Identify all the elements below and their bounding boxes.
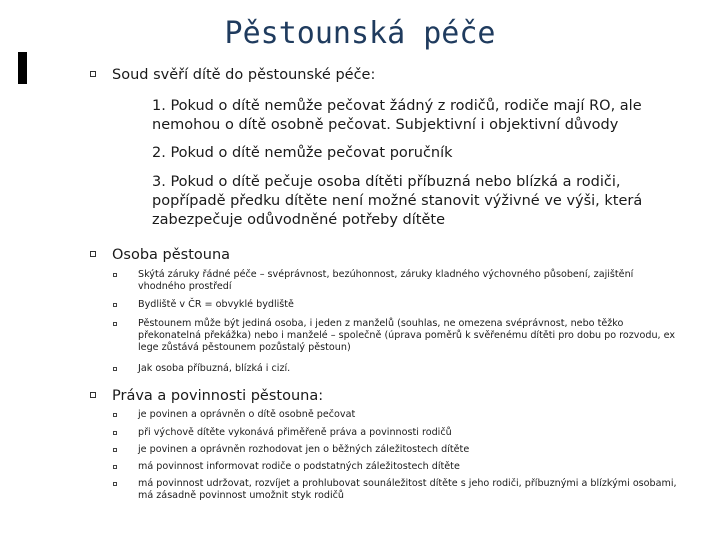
sub-bullet-text: Bydliště v ČR = obvyklé bydliště xyxy=(138,299,294,310)
square-bullet-icon xyxy=(113,478,117,490)
square-bullet-icon xyxy=(113,299,117,311)
square-bullet-icon xyxy=(90,246,96,264)
sub-bullet-text: je povinen a oprávněn o dítě osobně pečovat xyxy=(138,409,356,420)
square-bullet-icon xyxy=(113,444,117,456)
sub-bullet-text: Pěstounem může být jediná osoba, i jeden z manželů (souhlas, ne omezena svéprávnost, nebo těžko překonatelná překážka) nebo i manželé – společně (úprava poměrů k svěřenému dítěti pro dobu po rozvodu, ex lege zůstává pěstounem pozůstalý pěstoun) xyxy=(138,318,676,353)
square-bullet-icon xyxy=(113,427,117,439)
sub-bullet-text: je povinen a oprávněn rozhodovat jen o běžných záležitostech dítěte xyxy=(138,444,470,455)
square-bullet-icon xyxy=(113,409,117,421)
accent-bar xyxy=(18,52,27,84)
numbered-item: 2. Pokud o dítě nemůže pečovat poručník xyxy=(152,145,453,161)
section-heading-text: Osoba pěstouna xyxy=(112,247,231,263)
square-bullet-icon xyxy=(113,318,117,330)
sub-bullet-text: při výchově dítěte vykonává přiměřeně práva a povinnosti rodičů xyxy=(138,427,452,438)
numbered-item: 1. Pokud o dítě nemůže pečovat žádný z rodičů, rodiče mají RO, ale nemohou o dítě osobně pečovat. Subjektivní i objektivní důvody xyxy=(152,98,642,133)
numbered-item: 3. Pokud o dítě pečuje osoba dítěti příbuzná nebo blízká a rodiči, popřípadě předku dítěte není možné stanovit výživné ve výši, která zabezpečuje odůvodněné potřeby dítěte xyxy=(152,174,643,228)
sub-bullet-text: Skýtá záruky řádné péče – svéprávnost, bezúhonnost, záruky kladného výchovného působení, zajištění vhodného prostředí xyxy=(138,269,634,292)
sub-bullet-text: má povinnost udržovat, rozvíjet a prohlubovat sounáležitost dítěte s jeho rodiči, příbuznými a blízkými osobami, má zásadně povinnost umožnit styk rodičů xyxy=(138,478,677,501)
square-bullet-icon xyxy=(90,66,96,84)
section-heading-text: Práva a povinnosti pěstouna: xyxy=(112,388,324,404)
section-heading-text: Soud svěří dítě do pěstounské péče: xyxy=(112,67,376,83)
sub-bullet-text: má povinnost informovat rodiče o podstatných záležitostech dítěte xyxy=(138,461,460,472)
square-bullet-icon xyxy=(113,269,117,281)
square-bullet-icon xyxy=(113,461,117,473)
slide-title: Pěstounská péče xyxy=(224,16,496,51)
sub-bullet-text: Jak osoba příbuzná, blízká i cizí. xyxy=(138,363,291,374)
square-bullet-icon xyxy=(90,387,96,405)
square-bullet-icon xyxy=(113,363,117,375)
